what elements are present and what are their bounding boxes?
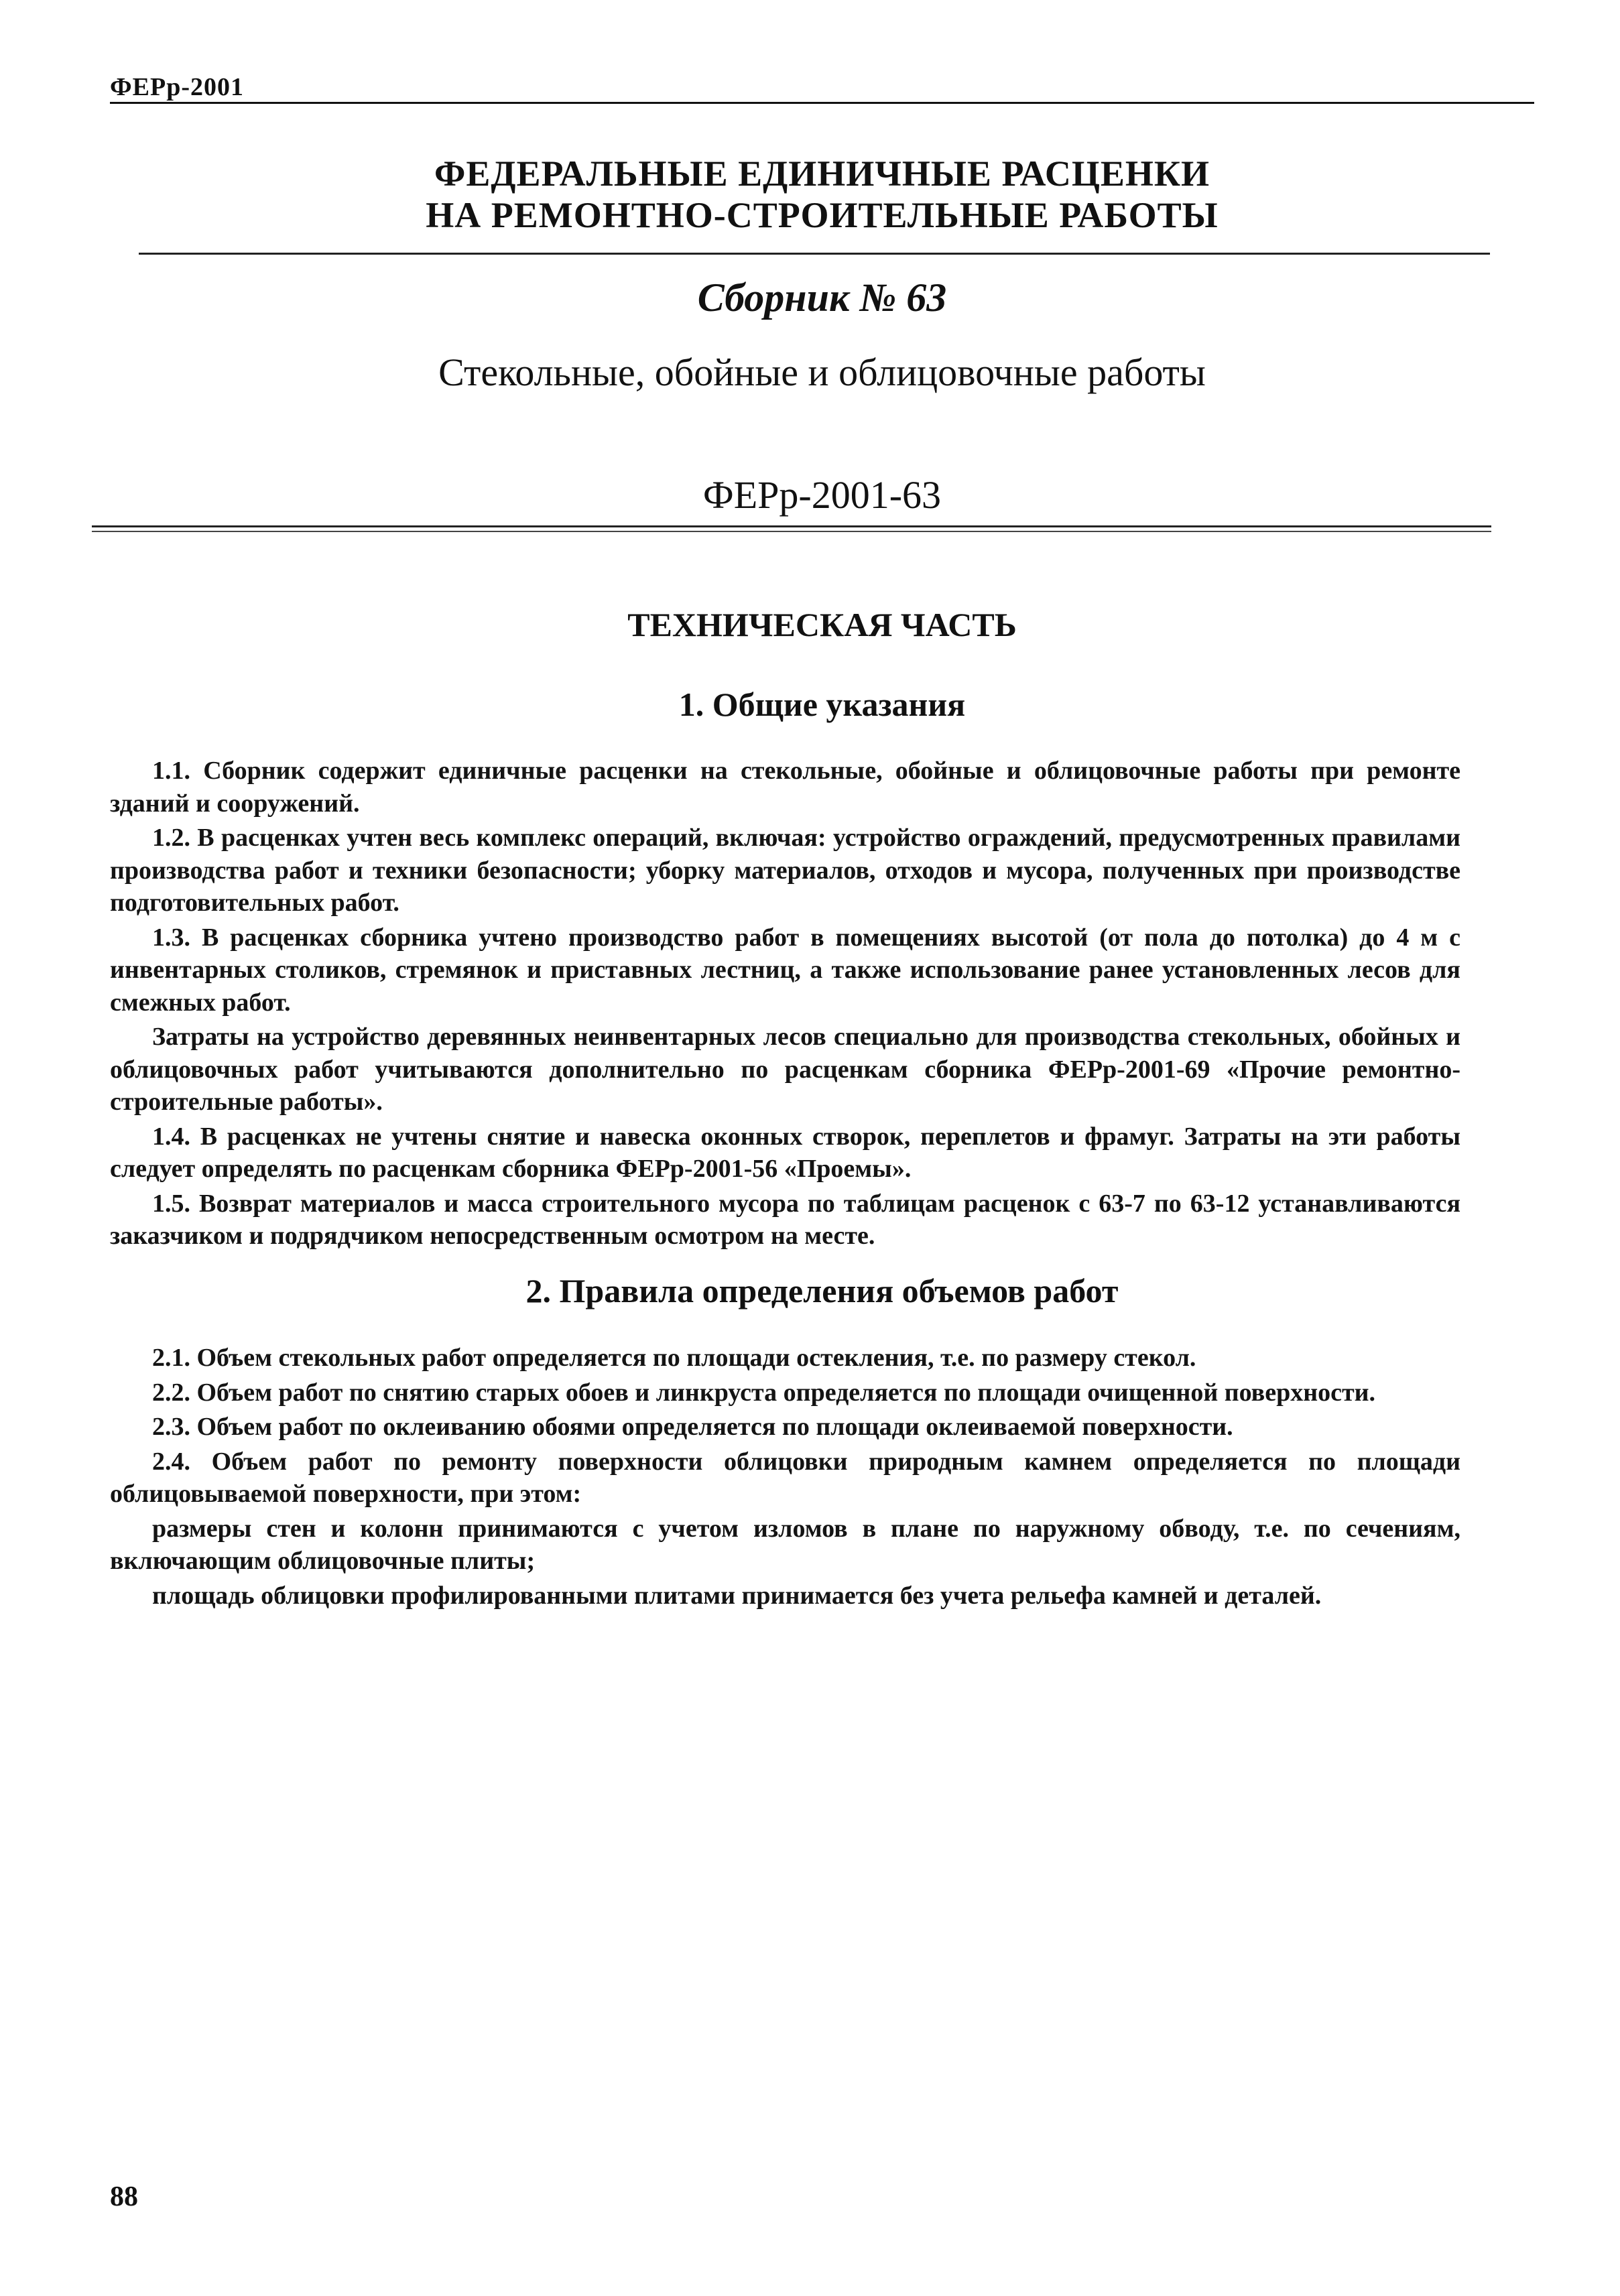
main-title-line-1: ФЕДЕРАЛЬНЫЕ ЕДИНИЧНЫЕ РАСЦЕНКИ xyxy=(434,153,1210,194)
paragraph-2-3: 2.3. Объем работ по оклеиванию обоями определяется по площади оклеиваемой поверхности. xyxy=(152,1413,1233,1441)
section-2-body xyxy=(110,1342,1460,1614)
title-divider xyxy=(139,253,1490,255)
code-divider-top xyxy=(92,525,1491,527)
paragraph-1-5: 1.5. Возврат материалов и масса строительного мусора по таблицам расценок с 63-7 по 63-12 устанавливаются заказчиком и подрядчиком непосредственным осмотром на месте. xyxy=(110,1189,1460,1250)
paragraph-1-2: 1.2. В расценках учтен весь комплекс операций, включая: устройство ограждений, предусмотренных правилами производства работ и техники безопасности; уборку материалов, отходов и мусора, полученных при производстве подготовительных работ. xyxy=(110,824,1460,917)
paragraph-2-4: 2.4. Объем работ по ремонту поверхности облицовки природным камнем определяется по площади облицовываемой поверхности, при этом: xyxy=(110,1447,1460,1508)
code-divider-bottom xyxy=(92,531,1491,532)
running-header: ФЕРр-2001 xyxy=(110,73,244,101)
collection-name: Стекольные, обойные и облицовочные работы xyxy=(438,350,1206,394)
section-1-heading: 1. Общие указания xyxy=(678,686,966,723)
paragraph-1-3-scaffolding: Затраты на устройство деревянных неинвентарных лесов специально для производства стекольных, обойных и облицовочных работ учитываются дополнительно по расценкам сборника ФЕРр-2001-69 «Прочие ремонтно-строительные работы». xyxy=(110,1023,1460,1116)
paragraph-1-3: 1.3. В расценках сборника учтено производство работ в помещениях высотой (от пола до потолка) до 4 м с инвентарных столиков, стремянок и приставных лестниц, а также использование ранее установленных лесов для смежных работ. xyxy=(110,923,1460,1017)
paragraph-2-2: 2.2. Объем работ по снятию старых обоев и линкруста определяется по площади очищенной поверхности. xyxy=(152,1378,1376,1407)
collection-number: Сборник № 63 xyxy=(697,275,947,320)
section-2-heading: 2. Правила определения объемов работ xyxy=(525,1272,1119,1310)
technical-part-heading: ТЕХНИЧЕСКАЯ ЧАСТЬ xyxy=(627,606,1017,643)
paragraph-1-1: 1.1. Сборник содержит единичные расценки на стекольные, обойные и облицовочные работы при ремонте зданий и сооружений. xyxy=(110,757,1460,818)
main-title-line-2: НА РЕМОНТНО-СТРОИТЕЛЬНЫЕ РАБОТЫ xyxy=(426,195,1219,235)
paragraph-2-4-walls: размеры стен и колонн принимаются с учетом изломов в плане по наружному обводу, т.е. по сечениям, включающим облицовочные плиты; xyxy=(110,1514,1460,1575)
paragraph-1-4: 1.4. В расценках не учтены снятие и навеска оконных створок, переплетов и фрамуг. Затраты на эти работы следует определять по расценкам сборника ФЕРр-2001-56 «Проемы». xyxy=(110,1122,1460,1183)
page-number: 88 xyxy=(110,2181,138,2212)
header-rule xyxy=(110,102,1534,104)
section-1-body xyxy=(110,755,1460,1255)
paragraph-2-4-profiled: площадь облицовки профилированными плитами принимается без учета рельефа камней и деталей. xyxy=(152,1581,1322,1610)
paragraph-2-1: 2.1. Объем стекольных работ определяется по площади остекления, т.е. по размеру стекол. xyxy=(152,1344,1196,1372)
document-code: ФЕРр-2001-63 xyxy=(702,473,942,517)
